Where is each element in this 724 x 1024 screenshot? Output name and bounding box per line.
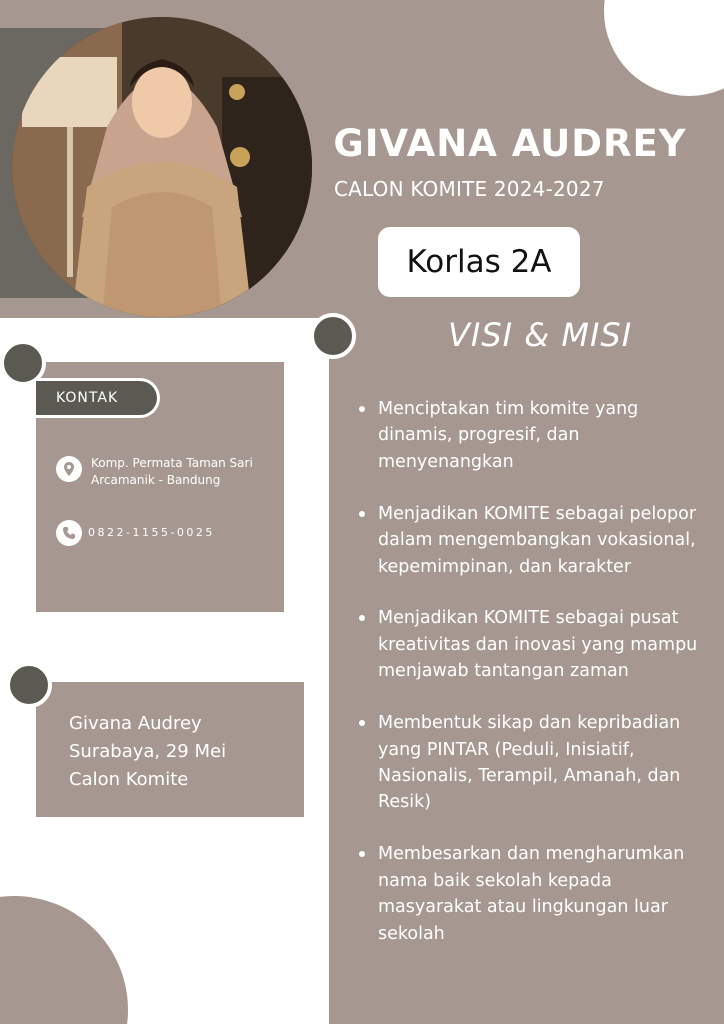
visi-misi-list xyxy=(356,396,706,972)
kontak-label: KONTAK xyxy=(36,378,160,418)
candidate-subtitle: CALON KOMITE 2024-2027 xyxy=(334,177,605,201)
candidate-name: GIVANA AUDREY xyxy=(333,122,687,165)
signature-card xyxy=(36,682,304,817)
list-item: Menciptakan tim komite yang dinamis, progresif, dan menyenangkan xyxy=(356,396,706,475)
signature-role: Calon Komite xyxy=(69,769,189,790)
address-text: Komp. Permata Taman Sari Arcamanik - Bandung xyxy=(91,456,253,487)
profile-photo xyxy=(12,17,312,317)
phone-text: 0822-1155-0025 xyxy=(88,526,215,539)
list-item: Membesarkan dan mengharumkan nama baik sekolah kepada masyarakat atau lingkungan luar sekolah xyxy=(356,841,706,947)
visi-misi-title: VISI & MISI xyxy=(448,316,633,354)
decorative-dot xyxy=(6,662,52,708)
list-item: Menjadikan KOMITE sebagai pusat kreativitas dan inovasi yang mampu menjawab tantangan zaman xyxy=(356,605,706,684)
signature-place-date: Surabaya, 29 Mei xyxy=(69,741,227,762)
phone-icon xyxy=(56,520,82,546)
location-pin-icon xyxy=(56,456,82,482)
decorative-dot xyxy=(310,313,356,359)
signature-name: Givana Audrey xyxy=(69,713,202,734)
list-item: Menjadikan KOMITE sebagai pelopor dalam mengembangkan vokasional, kepemimpinan, dan karakter xyxy=(356,501,706,580)
bottom-decoration xyxy=(0,896,128,1024)
korlas-badge: Korlas 2A xyxy=(378,227,580,297)
list-item: Membentuk sikap dan kepribadian yang PINTAR (Peduli, Inisiatif, Nasionalis, Terampil, Amanah, dan Resik) xyxy=(356,710,706,816)
